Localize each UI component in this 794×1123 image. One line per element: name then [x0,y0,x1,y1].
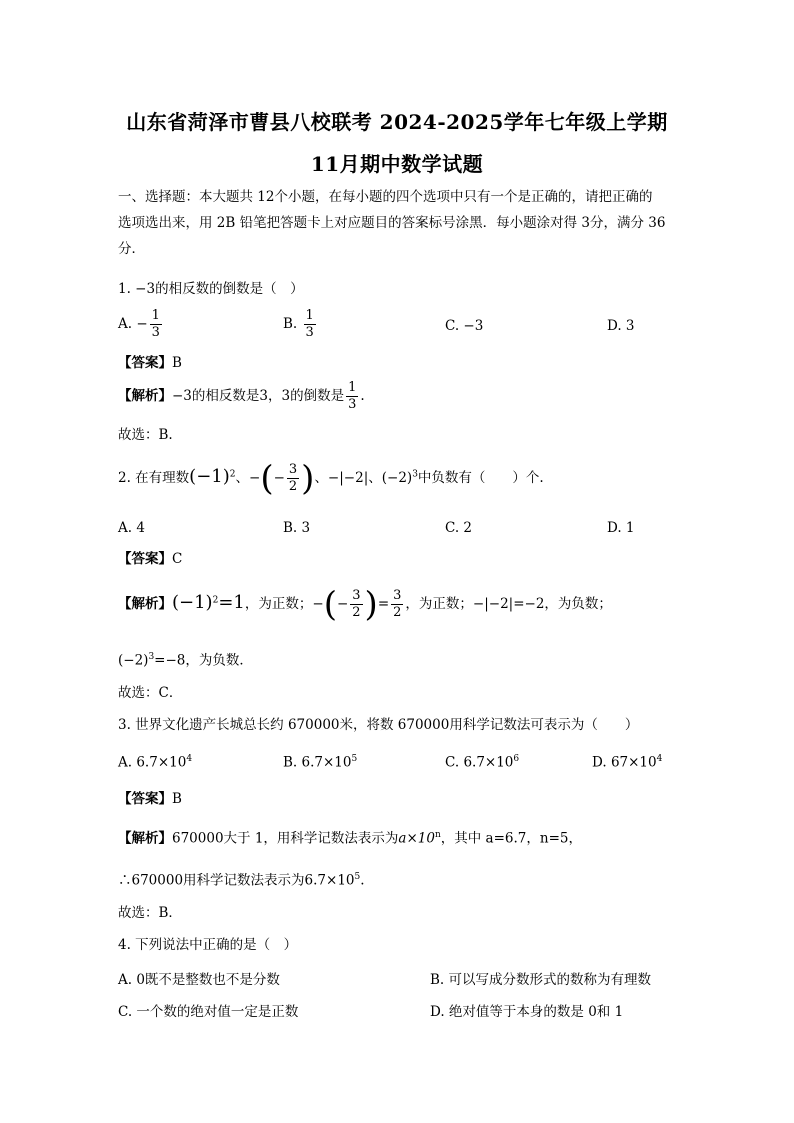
q1-analysis: 【解析】−3的相反数是3，3的倒数是 $\frac{1}{3}$ . [118,380,365,412]
q3-stem: 3. 世界文化遗产长城总长约 670000米，将数 670000用科学记数法可表示为（ ） [118,717,639,733]
q3-option-b: B. $6.7\times 10^5$ [283,754,358,771]
q4-option-d: D. 绝对值等于本身的数是 0和 1 [430,1004,624,1020]
q2-expr-4: (−2) [381,470,413,486]
q4-option-b: B. 可以写成分数形式的数称为有理数 [430,972,652,988]
q1-option-a-fraction: $\frac{1}{3}$ [151,308,160,340]
q2-option-c: C. 2 [445,520,473,536]
q2-analysis-line2: $(-2)^3=-8$，为负数． [118,652,253,669]
q1-stem: 1. −3的相反数的倒数是（ ） [118,281,304,297]
q2-analysis-line1: 【解析】$(-1)^2=1$，为正数；−(− $\frac{3}{2}$ )= $\frac{3}{2}$ ，为正数；−|−2|=−2，为负数； [118,584,612,625]
q1-conclusion: 故选：B. [118,427,173,443]
q1-option-a-label: A. [118,316,133,332]
section-intro-line3: 分． [118,241,145,257]
q1-option-b-fraction: $\frac{1}{3}$ [305,308,314,340]
q2-option-d: D. 1 [607,520,635,536]
q3-analysis: 【解析】670000大于 1，用科学记数法表示为$a\times 10^n$，其中 a=6.7，n=5， [118,830,582,847]
q2-expr-1: (−1) [189,466,230,487]
q1-option-b [283,308,318,341]
q3-therefore: ∴670000用科学记数法表示为$6.7\times 10^5$. [118,872,365,889]
q2-option-a: A. 4 [118,520,145,536]
q3-conclusion: 故选：B． [118,905,182,921]
q1-option-d: D. 3 [607,318,635,334]
q1-answer: 【答案】B [118,355,182,371]
q2-answer: 【答案】C [118,551,183,567]
q1-option-c: C. −3 [445,318,484,334]
q4-stem: 4. 下列说法中正确的是（ ） [118,937,298,953]
q2-conclusion: 故选：C． [118,685,183,701]
q4-option-a: A. 0既不是整数也不是分数 [118,972,280,988]
q2-stem: 2. 在有理数$(-1)^2$、−(− $\frac{3}{2}$ )、−|−2|、$(-2)^3$中负数有（ ）个. [118,458,544,499]
q1-option-b-label: B. [283,316,298,332]
q2-expr-2-fraction: $\frac{3}{2}$ [288,462,298,494]
q1-analysis-fraction: $\frac{1}{3}$ [348,380,357,412]
section-intro-line1: 一、选择题：本大题共 12个小题，在每小题的四个选项中只有一个是正确的，请把正确的 [118,189,653,205]
q3-option-a: A. $6.7\times 10^4$ [118,754,193,771]
q3-answer: 【答案】B [118,791,182,807]
q3-option-d: D. $67\times 10^4$ [592,754,663,771]
document-title-line1: 山东省菏泽市曹县八校联考 2024-2025学年七年级上学期 [126,110,668,134]
section-intro-line2: 选项选出来，用 2B 铅笔把答题卡上对应题目的答案标号涂黑．每小题涂对得 3分，满分 36 [118,215,666,231]
q3-option-c: C. $6.7\times 10^6$ [445,754,520,771]
q2-option-b: B. 3 [283,520,311,536]
document-title-line2: 11月期中数学试题 [310,152,484,176]
q4-option-c: C. 一个数的绝对值一定是正数 [118,1004,299,1020]
q1-option-a-sign: − [136,316,148,332]
q1-option-a [118,308,164,341]
